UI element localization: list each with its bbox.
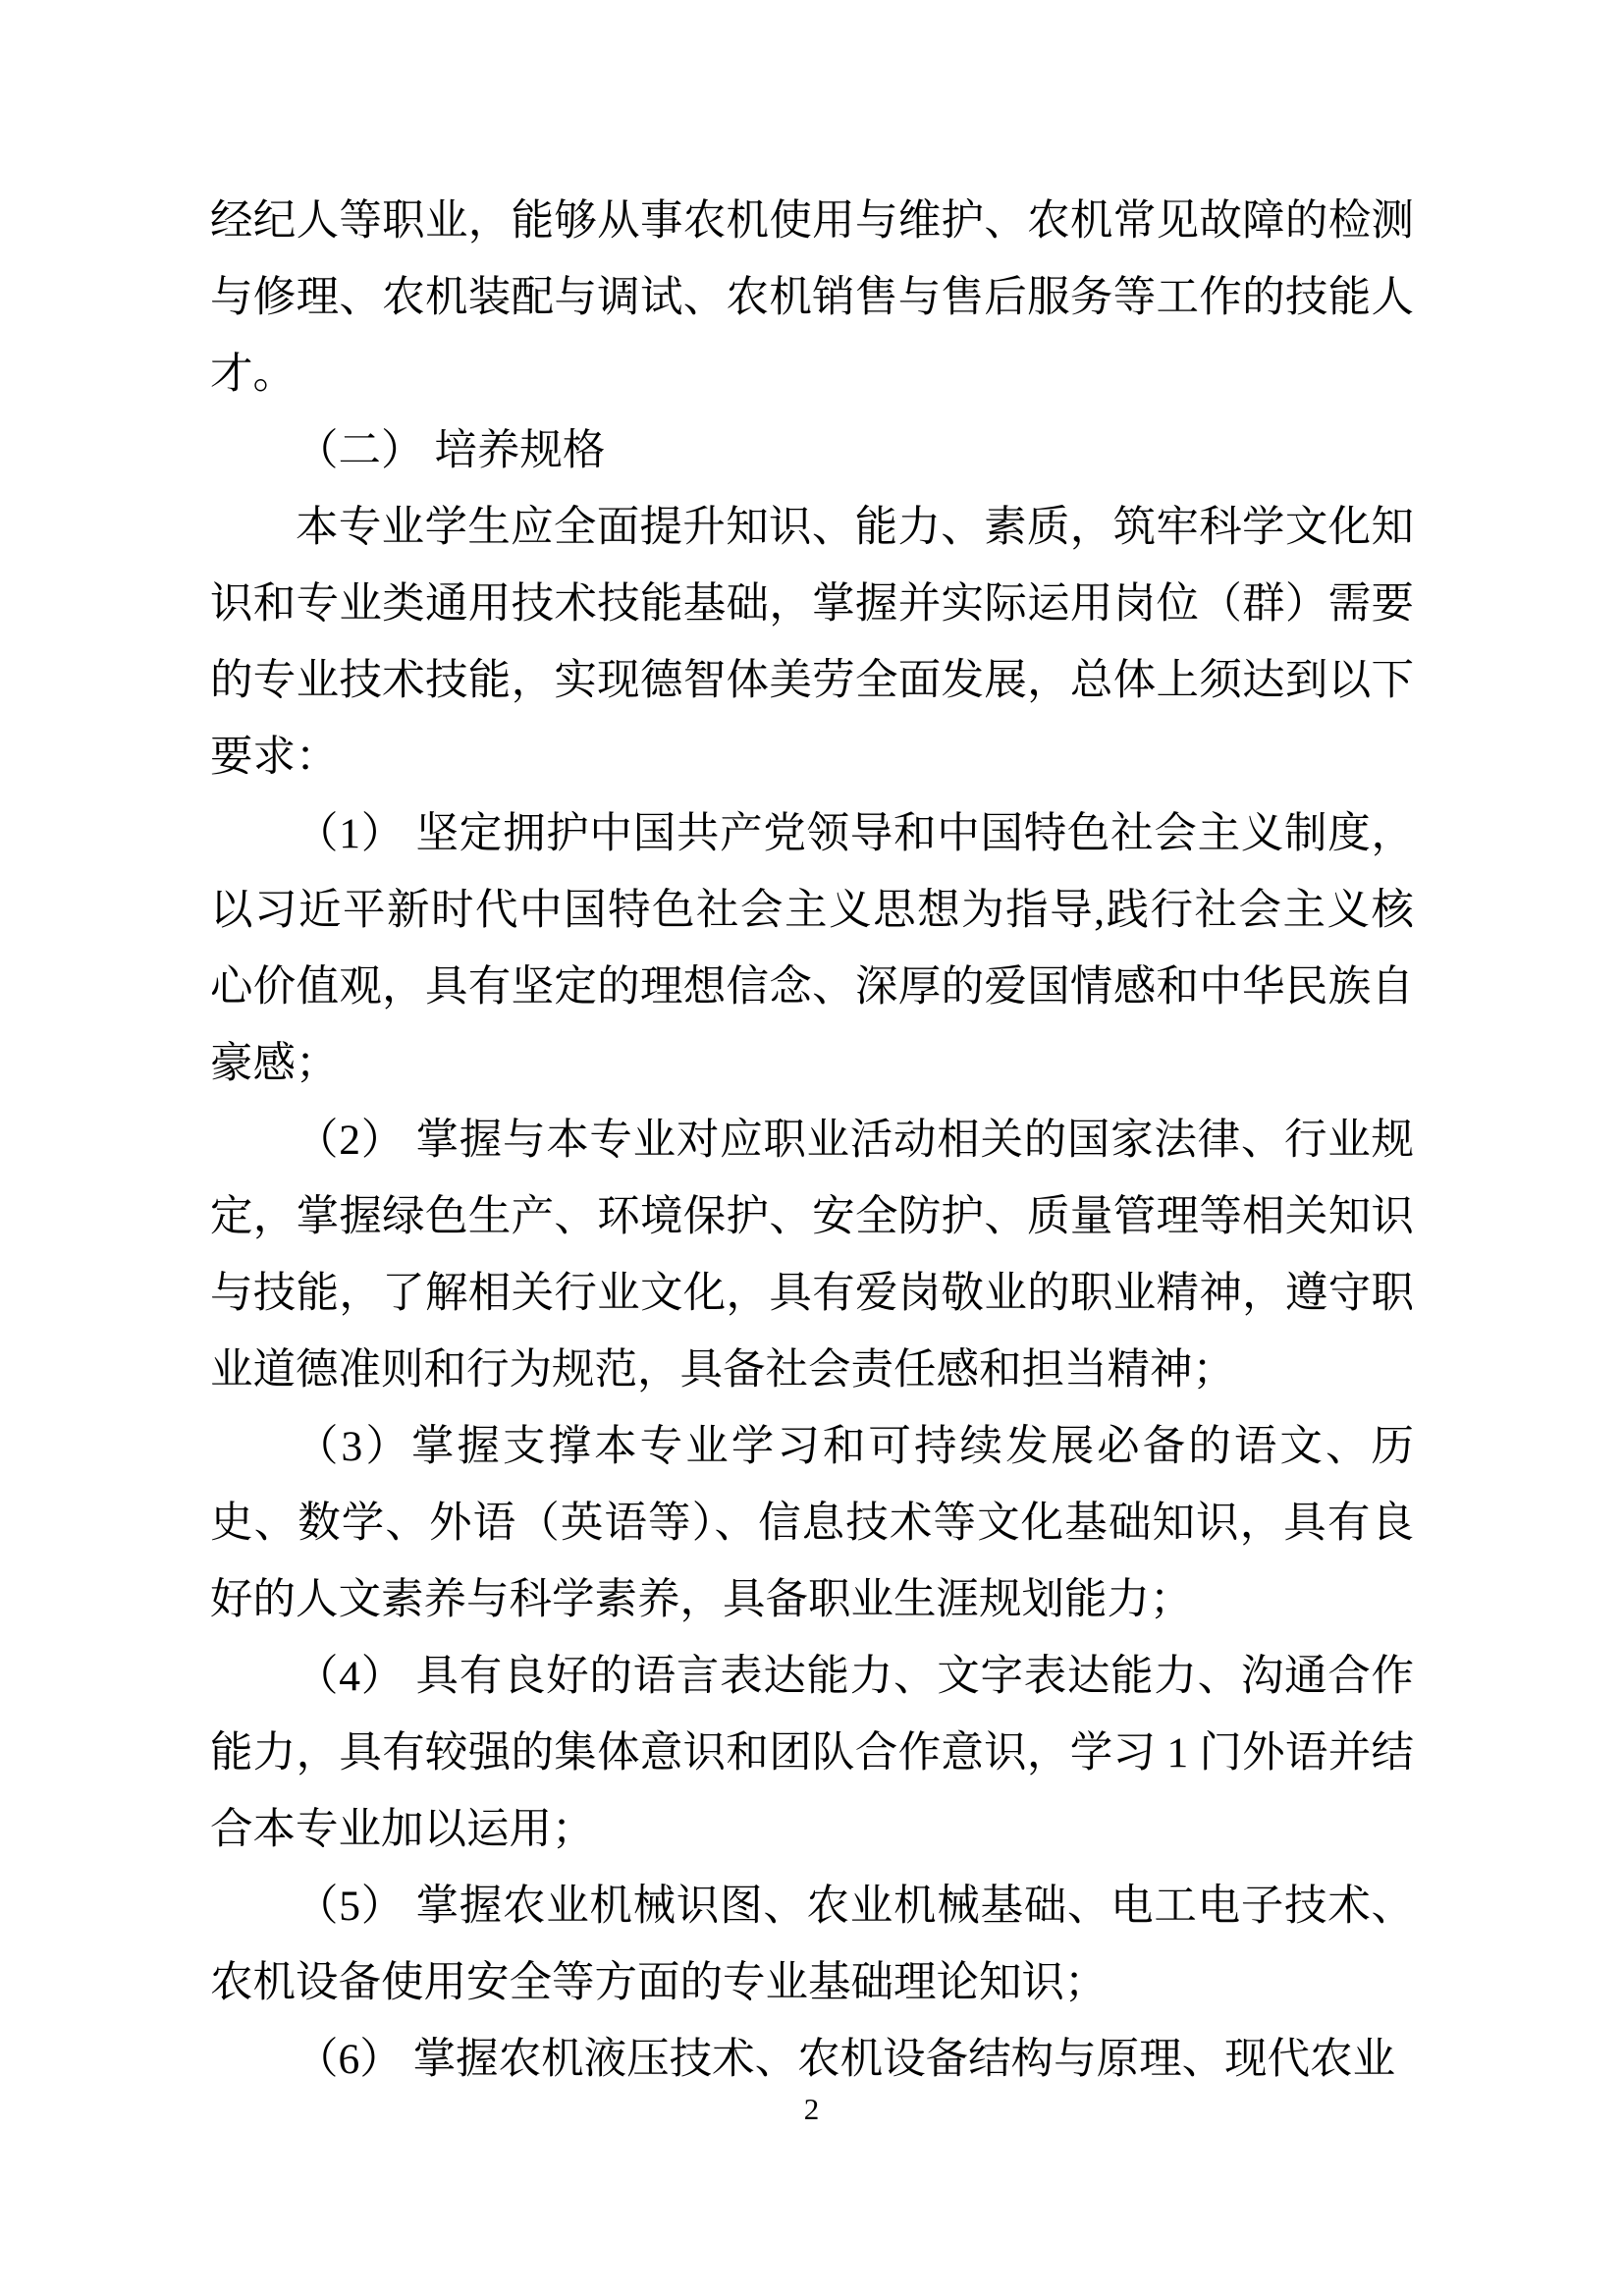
paragraph-intro: 本专业学生应全面提升知识、能力、素质，筑牢科学文化知识和专业类通用技术技能基础，掌握并实际运用岗位（群）需要的专业技术技能，实现德智体美劳全面发展，总体上须达到以下要求： — [210, 504, 1414, 781]
paragraph-continuation: 经纪人等职业，能够从事农机使用与维护、农机常见故障的检测与修理、农机装配与调试、农机销售与售后服务等工作的技能人才。 — [210, 197, 1414, 398]
requirement-item-2: （2） 掌握与本专业对应职业活动相关的国家法律、行业规定，掌握绿色生产、环境保护、安全防护、质量管理等相关知识与技能，了解相关行业文化，具有爱岗敬业的职业精神，遵守职业道德准则和行为规范，具备社会责任感和担当精神； — [210, 1117, 1414, 1394]
requirement-item-6: （6） 掌握农机液压技术、农机设备结构与原理、现代农业 — [296, 2036, 1396, 2083]
requirement-item-4: （4） 具有良好的语言表达能力、文字表达能力、沟通合作能力，具有较强的集体意识和团队合作意识，学习 1 门外语并结合本专业加以运用； — [210, 1653, 1414, 1853]
requirement-item-5: （5） 掌握农业机械识图、农业机械基础、电工电子技术、农机设备使用安全等方面的专业基础理论知识； — [210, 1883, 1414, 2006]
page-number: 2 — [803, 2092, 820, 2126]
requirement-item-1: （1） 坚定拥护中国共产党领导和中国特色社会主义制度，以习近平新时代中国特色社会主义思想为指导,践行社会主义核心价值观，具有坚定的理想信念、深厚的爱国情感和中华民族自豪感； — [210, 810, 1414, 1087]
heading-training-specifications: （二） 培养规格 — [296, 427, 606, 474]
document-body — [210, 183, 1414, 2098]
requirement-item-3: （3）掌握支撑本专业学习和可持续发展必备的语文、历史、数学、外语（英语等）、信息技术等文化基础知识，具有良好的人文素养与科学素养，具备职业生涯规划能力； — [210, 1423, 1414, 1623]
